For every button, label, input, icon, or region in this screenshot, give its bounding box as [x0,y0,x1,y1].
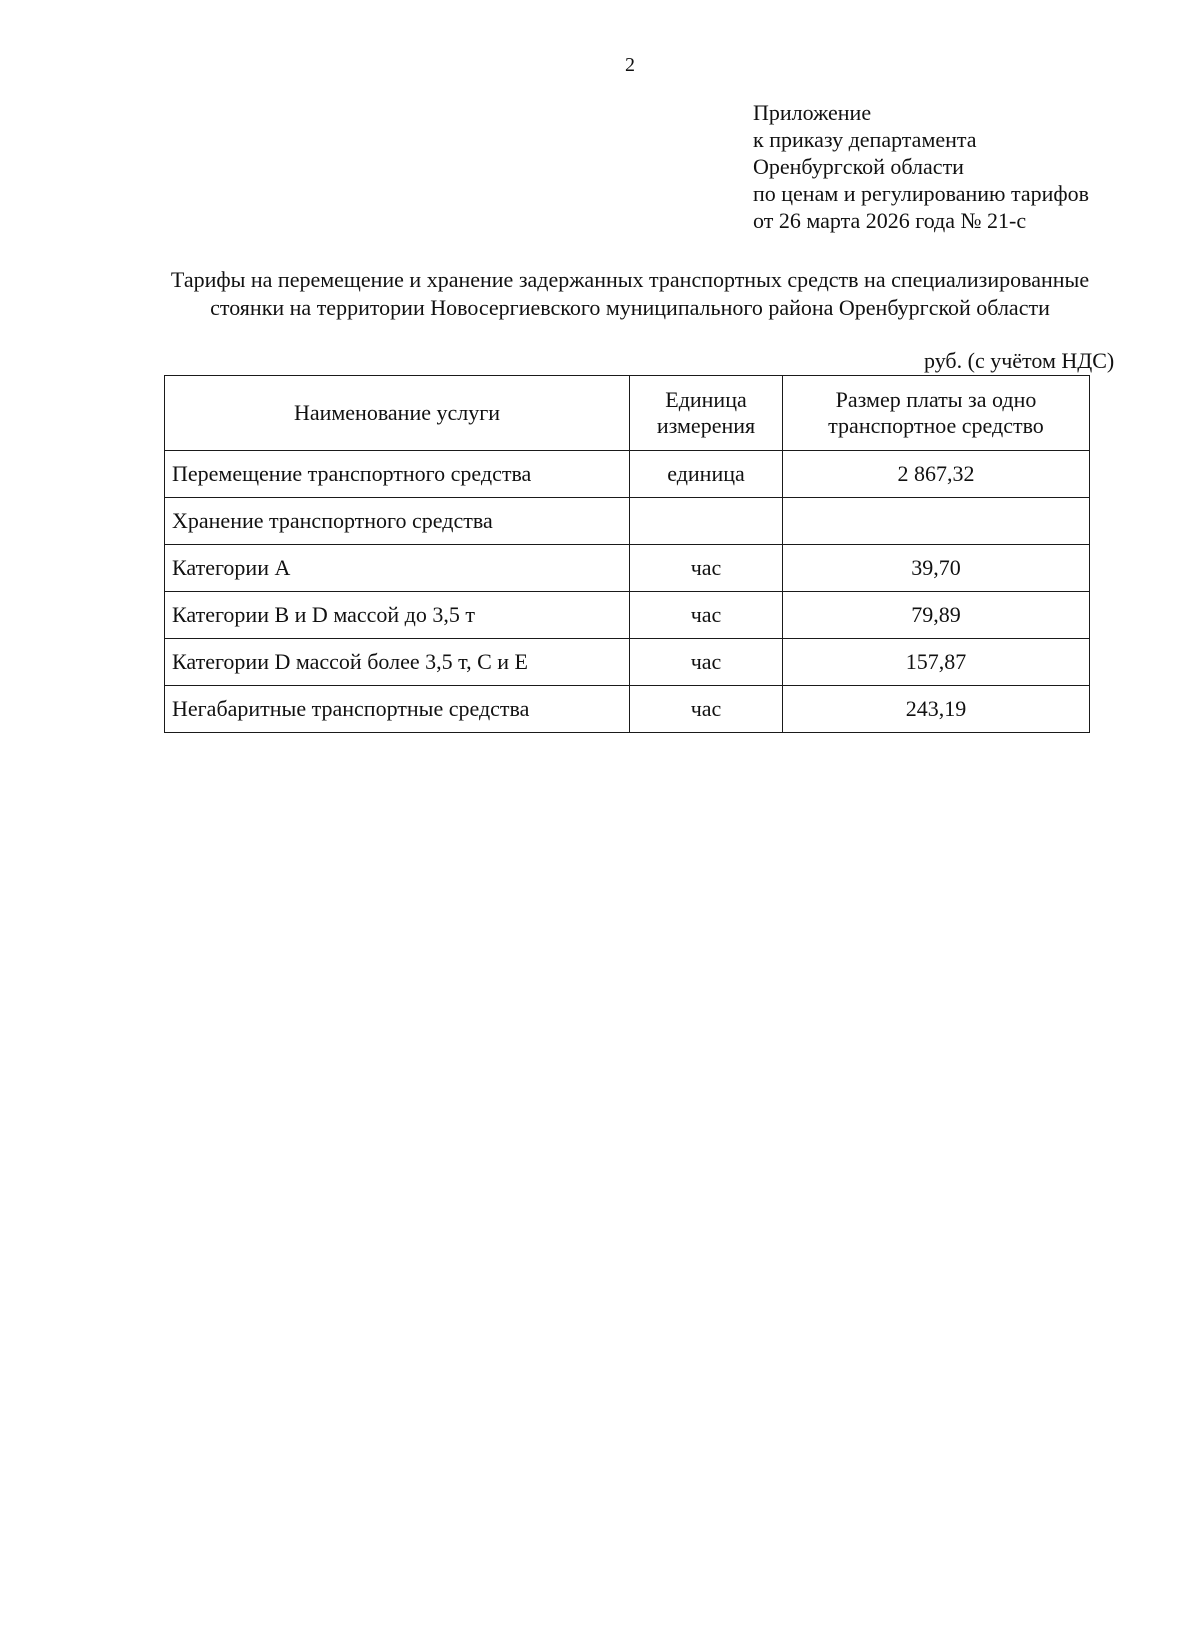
service-name-cell: Хранение транспортного средства [165,498,630,545]
table-row [165,686,1090,733]
unit-cell [630,498,783,545]
tariff-table [164,375,1090,733]
header-price: Размер платы за одно транспортное средство [783,376,1090,451]
appendix-line: к приказу департамента [753,127,977,152]
document-title [100,266,1160,322]
document-title-line: стоянки на территории Новосергиевского муниципального района Оренбургской области [210,295,1050,320]
price-cell: 243,19 [783,686,1090,733]
table-row [165,592,1090,639]
price-cell: 39,70 [783,545,1090,592]
service-name-cell: Категории В и D массой до 3,5 т [165,592,630,639]
appendix-line: по ценам и регулированию тарифов [753,181,1090,206]
document-title-line: Тарифы на перемещение и хранение задержанных транспортных средств на специализированные [170,267,1090,292]
table-row [165,639,1090,686]
unit-cell: час [630,592,783,639]
header-unit: Единица измерения [630,376,783,451]
appendix-line: Приложение [753,100,872,125]
price-cell: 79,89 [783,592,1090,639]
unit-cell: единица [630,451,783,498]
page-number: 2 [625,54,635,76]
appendix-line: Оренбургской области [753,154,964,179]
table-row [165,545,1090,592]
price-cell [783,498,1090,545]
table-row [165,498,1090,545]
service-name-cell: Категории А [165,545,630,592]
table-header-row [165,376,1090,451]
unit-cell: час [630,639,783,686]
units-note: руб. (с учётом НДС) [924,348,1115,373]
table-row [165,451,1090,498]
price-cell: 2 867,32 [783,451,1090,498]
appendix-block [753,99,1089,234]
price-cell: 157,87 [783,639,1090,686]
service-name-cell: Негабаритные транспортные средства [165,686,630,733]
unit-cell: час [630,545,783,592]
header-service-name: Наименование услуги [165,376,630,451]
service-name-cell: Категории D массой более 3,5 т, С и Е [165,639,630,686]
service-name-cell: Перемещение транспортного средства [165,451,630,498]
unit-cell: час [630,686,783,733]
appendix-line: от 26 марта 2026 года № 21-с [753,208,1027,233]
